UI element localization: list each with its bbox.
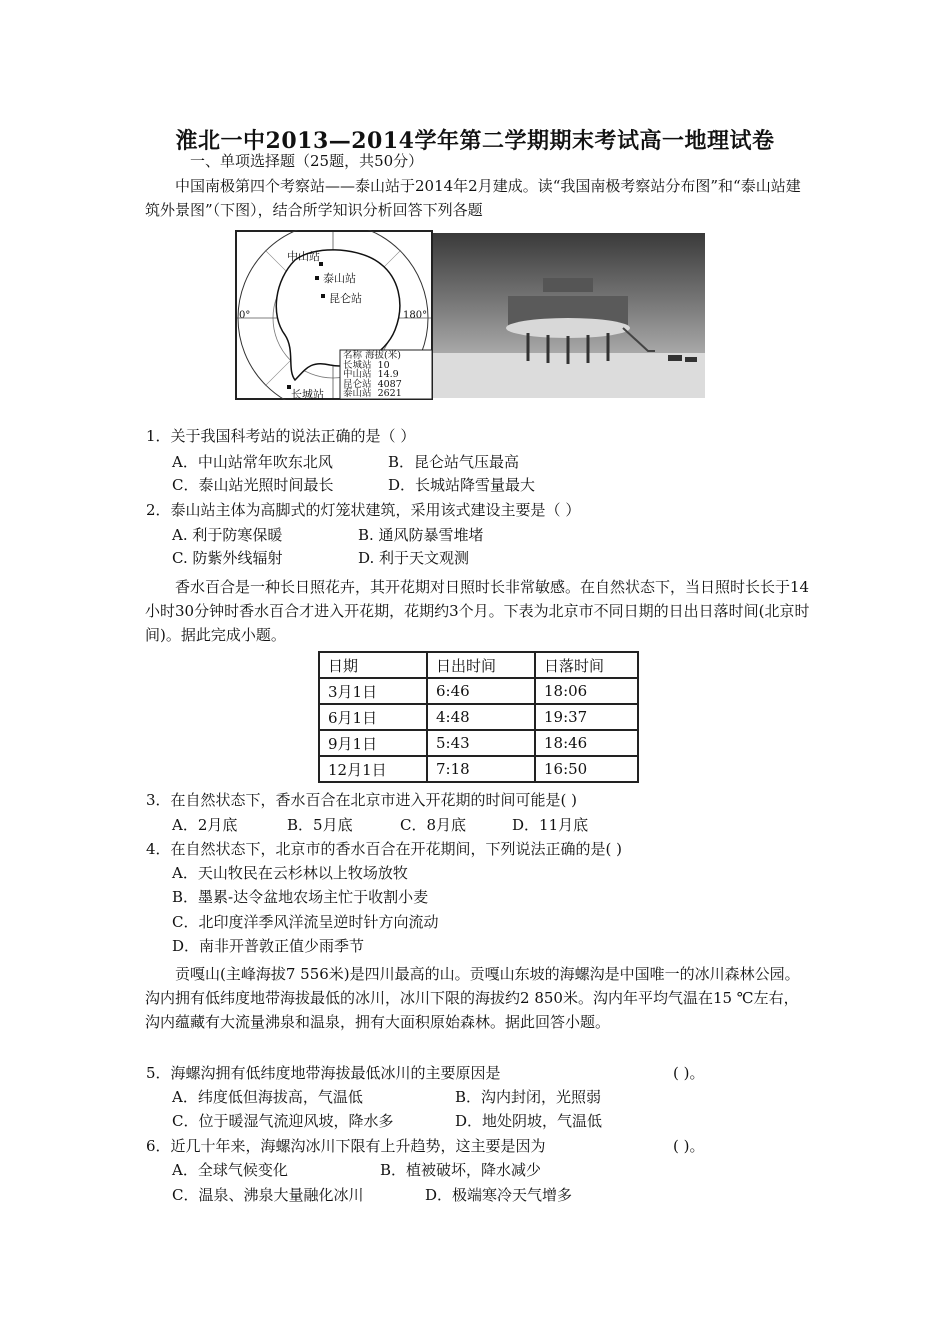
q5-answer-paren: ( )。 bbox=[673, 1064, 705, 1082]
map-label-kunlun: 昆仑站 bbox=[329, 292, 362, 305]
table-cell: 18:46 bbox=[535, 730, 638, 756]
map-label-180deg: 180° bbox=[403, 310, 428, 321]
table-cell: 9月1日 bbox=[319, 730, 427, 756]
intro-paragraph-2: 香水百合是一种长日照花卉，其开花期对日照时长非常敏感。在自然状态下，当日照时长长于14小时30分钟时香水百合才进入开花期，花期约3个月。下表为北京市不同日期的日出日落时间(北京时间)。据此完成小题。 bbox=[145, 578, 810, 644]
section-heading: 一、单项选择题（25题，共50分） bbox=[190, 152, 424, 170]
q3-option-c: C．8月底 bbox=[400, 816, 467, 834]
legend-header-altitude: 海拔(米) bbox=[365, 350, 401, 361]
question-5: 5．海螺沟拥有低纬度地带海拔最低冰川的主要原因是 bbox=[146, 1064, 501, 1082]
table-row bbox=[319, 678, 638, 704]
table-header-row bbox=[319, 652, 638, 678]
q1-option-d: D．长城站降雪量最大 bbox=[388, 476, 536, 494]
table-cell: 7:18 bbox=[427, 756, 535, 782]
q1-option-a: A．中山站常年吹东北风 bbox=[172, 453, 333, 471]
q2-option-d: D. 利于天文观测 bbox=[358, 549, 470, 567]
table-row bbox=[319, 756, 638, 782]
question-1: 1．关于我国科考站的说法正确的是（ ） bbox=[146, 427, 416, 445]
q5-option-a: A．纬度低但海拔高，气温低 bbox=[172, 1088, 363, 1106]
q4-option-a: A．天山牧民在云杉林以上牧场放牧 bbox=[172, 864, 408, 882]
q4-option-b: B．墨累-达令盆地农场主忙于收割小麦 bbox=[172, 888, 429, 906]
table-cell: 18:06 bbox=[535, 678, 638, 704]
question-2: 2．泰山站主体为高脚式的灯笼状建筑，采用该式建设主要是（ ） bbox=[146, 501, 581, 519]
q6-answer-paren: ( )。 bbox=[673, 1137, 705, 1155]
legend-station: 昆仑站 bbox=[343, 378, 372, 390]
intro-paragraph-1: 中国南极第四个考察站——泰山站于2014年2月建成。读“我国南极考察站分布图”和“泰山站建筑外景图”（下图），结合所学知识分析回答下列各题 bbox=[145, 177, 801, 219]
legend-header-name: 名称 bbox=[343, 350, 363, 361]
antarctic-station-map bbox=[235, 230, 433, 400]
q1-option-b: B．昆仑站气压最高 bbox=[388, 453, 520, 471]
map-legend bbox=[343, 351, 402, 399]
q4-option-d: D．南非开普敦正值少雨季节 bbox=[172, 937, 365, 955]
q3-option-a: A．2月底 bbox=[172, 816, 238, 834]
legend-altitude: 14.9 bbox=[377, 369, 399, 380]
q3-option-d: D．11月底 bbox=[512, 816, 589, 834]
q4-option-c: C．北印度洋季风洋流呈逆时针方向流动 bbox=[172, 913, 439, 931]
q6-option-d: D．极端寒冷天气增多 bbox=[425, 1186, 573, 1204]
map-label-0deg: 0° bbox=[239, 310, 251, 321]
q2-option-b: B. 通风防暴雪堆堵 bbox=[358, 526, 484, 544]
table-cell: 4:48 bbox=[427, 704, 535, 730]
intro-paragraph-3: 贡嘎山(主峰海拔7 556米)是四川最高的山。贡嘎山东坡的海螺沟是中国唯一的冰川森林公园。沟内拥有低纬度地带海拔最低的冰川，冰川下限的海拔约2 850米。沟内年平均气温在15 ℃左右，沟内蕴藏有大流量沸泉和温泉，拥有大面积原始森林。据此回答小题。 bbox=[145, 965, 800, 1031]
q5-option-d: D．地处阴坡，气温低 bbox=[455, 1112, 603, 1130]
table-cell: 19:37 bbox=[535, 704, 638, 730]
table-cell: 5:43 bbox=[427, 730, 535, 756]
table-cell: 12月1日 bbox=[319, 756, 427, 782]
legend-altitude: 4087 bbox=[377, 378, 402, 390]
q3-option-b: B．5月底 bbox=[287, 816, 353, 834]
legend-altitude: 10 bbox=[377, 359, 390, 371]
map-label-changcheng: 长城站 bbox=[291, 388, 324, 401]
q2-option-a: A. 利于防寒保暖 bbox=[172, 526, 283, 544]
legend-station: 中山站 bbox=[343, 369, 372, 380]
q2-option-c: C. 防紫外线辐射 bbox=[172, 549, 283, 567]
table-cell: 6月1日 bbox=[319, 704, 427, 730]
question-4: 4．在自然状态下，北京市的香水百合在开花期间，下列说法正确的是( ) bbox=[146, 840, 623, 858]
question-6: 6．近几十年来，海螺沟冰川下限有上升趋势，这主要是因为 bbox=[146, 1137, 546, 1155]
q5-option-b: B．沟内封闭，光照弱 bbox=[455, 1088, 602, 1106]
q6-option-c: C．温泉、沸泉大量融化冰川 bbox=[172, 1186, 364, 1204]
q1-option-c: C．泰山站光照时间最长 bbox=[172, 476, 334, 494]
map-label-zhongshan: 中山站 bbox=[287, 250, 320, 263]
map-label-taishan: 泰山站 bbox=[323, 272, 356, 285]
question-3: 3．在自然状态下，香水百合在北京市进入开花期的时间可能是( ) bbox=[146, 791, 578, 809]
legend-altitude: 2621 bbox=[377, 388, 402, 399]
table-cell: 3月1日 bbox=[319, 678, 427, 704]
legend-station: 长城站 bbox=[343, 359, 372, 371]
table-header-sunset: 日落时间 bbox=[535, 652, 638, 678]
legend-station: 泰山站 bbox=[343, 388, 372, 399]
table-cell: 6:46 bbox=[427, 678, 535, 704]
q5-option-c: C．位于暖湿气流迎风坡，降水多 bbox=[172, 1112, 394, 1130]
table-header-date: 日期 bbox=[319, 652, 427, 678]
table-row bbox=[319, 704, 638, 730]
table-header-sunrise: 日出时间 bbox=[427, 652, 535, 678]
q6-option-a: A．全球气候变化 bbox=[172, 1161, 288, 1179]
taishan-station-photo bbox=[433, 233, 705, 398]
table-row bbox=[319, 730, 638, 756]
exam-title: 淮北一中2013—2014学年第二学期期末考试高一地理试卷 bbox=[175, 128, 775, 154]
q6-option-b: B．植被破坏，降水减少 bbox=[380, 1161, 542, 1179]
table-cell: 16:50 bbox=[535, 756, 638, 782]
sunrise-sunset-table bbox=[318, 651, 639, 783]
